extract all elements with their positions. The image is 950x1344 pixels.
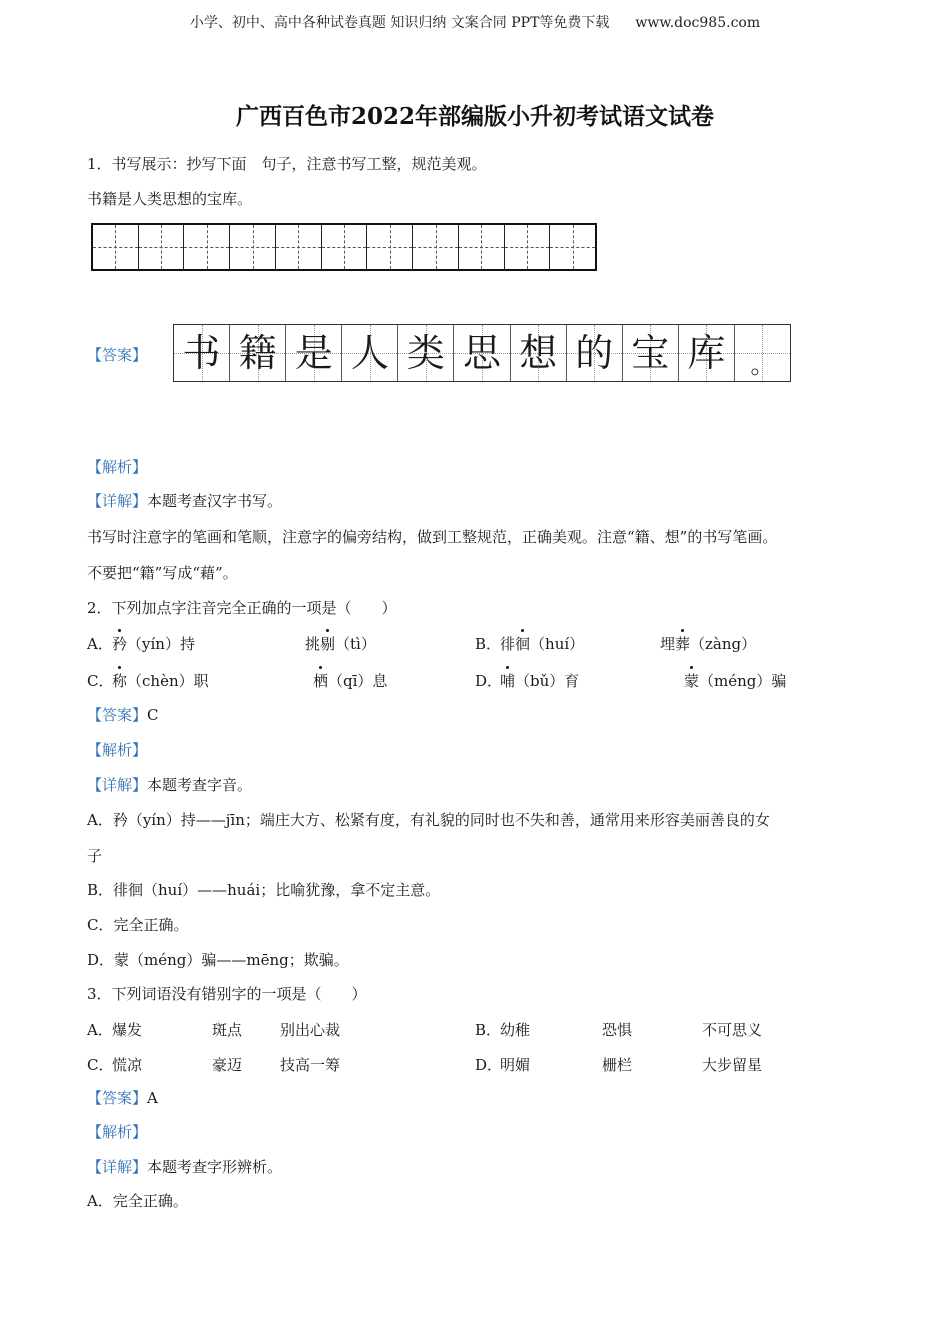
grid-cell — [184, 225, 230, 269]
answer-cell: 书 — [174, 325, 230, 381]
answer-cell: 籍 — [230, 325, 286, 381]
answer-cell: 库 — [679, 325, 735, 381]
q1-detail-label: 【详解】 — [87, 492, 148, 510]
q3-option-d-1: 明媚 — [500, 1056, 531, 1074]
q2-answer — [87, 705, 159, 725]
q2-explain-d: D．蒙（méng）骗——mēng；欺骗。 — [87, 951, 349, 969]
q2-option-d-label: D． — [475, 672, 503, 690]
q2-explain-b: B．徘徊（huí）——huái；比喻犹豫，拿不定主意。 — [87, 881, 441, 899]
answer-cell: 类 — [398, 325, 454, 381]
q3-option-a-label: A． — [87, 1021, 113, 1039]
q3-analysis-label: 【解析】 — [87, 1123, 148, 1141]
q2-explain-a-1: A．矜（yín）持——jīn；端庄大方、松紧有度，有礼貌的同时也不失和善，通常用来形容美丽善良的女 — [87, 811, 770, 829]
q2-option-c-label: C． — [87, 672, 114, 690]
header-text: 小学、初中、高中各种试卷真题 知识归纳 文案合同 PPT等免费下载 — [189, 15, 610, 31]
q3-option-a-3: 别出心裁 — [280, 1021, 341, 1039]
q2-option-d-2: 蒙（méng）骗 — [684, 672, 787, 690]
q1-answer-label: 【答案】 — [87, 346, 148, 364]
q2-detail — [87, 775, 252, 795]
grid-cell — [505, 225, 551, 269]
page-title: 广西百色市2022年部编版小升初考试语文试卷 — [235, 103, 714, 130]
q3-explain-a: A．完全正确。 — [87, 1192, 188, 1210]
q3-option-c-1: 慌凉 — [112, 1056, 143, 1074]
q3-prompt: 3．下列词语没有错别字的一项是（ ） — [87, 985, 367, 1003]
q1-analysis-label: 【解析】 — [87, 458, 148, 476]
answer-cell: 宝 — [623, 325, 679, 381]
q2-option-d-1: 哺（bǔ）育 — [500, 672, 580, 690]
answer-cell: 人 — [342, 325, 398, 381]
q3-option-b-2: 恐惧 — [602, 1021, 633, 1039]
q2-explain-c: C．完全正确。 — [87, 916, 189, 934]
q1-explain-1: 书写时注意字的笔画和笔顺，注意字的偏旁结构，做到工整规范，正确美观。注意“籍、想”的书写笔画。 — [87, 528, 778, 546]
answer-cell: 思 — [454, 325, 510, 381]
q3-answer-label: 【答案】 — [87, 1089, 148, 1107]
q3-answer-value: A — [147, 1089, 158, 1107]
answer-cell: 。 — [735, 325, 790, 381]
q2-answer-label: 【答案】 — [87, 706, 148, 724]
q2-option-b-label: B． — [475, 635, 502, 653]
q3-option-d-2: 栅栏 — [602, 1056, 633, 1074]
grid-cell — [93, 225, 139, 269]
writing-grid — [91, 223, 597, 271]
page-header — [0, 12, 950, 32]
q2-option-b-2: 埋葬（zàng） — [660, 635, 757, 653]
q2-option-c-1: 称（chèn）职 — [112, 672, 209, 690]
q3-option-b-label: B． — [475, 1021, 502, 1039]
q3-detail-text: 本题考查字形辨析。 — [147, 1158, 283, 1176]
q2-option-c-2: 栖（qī）息 — [313, 672, 388, 690]
grid-cell — [139, 225, 185, 269]
q3-option-b-1: 幼稚 — [500, 1021, 531, 1039]
q3-option-b-3: 不可思义 — [702, 1021, 763, 1039]
q1-explain-2: 不要把“籍”写成“藉”。 — [87, 564, 238, 582]
q2-explain-a-2: 子 — [87, 847, 103, 865]
grid-cell — [413, 225, 459, 269]
answer-cell: 的 — [567, 325, 623, 381]
answer-grid — [173, 324, 791, 382]
q3-option-c-label: C． — [87, 1056, 114, 1074]
answer-cell: 想 — [511, 325, 567, 381]
q3-detail — [87, 1157, 282, 1177]
q2-detail-label: 【详解】 — [87, 776, 148, 794]
grid-cell — [550, 225, 595, 269]
header-site[interactable]: www.doc985.com — [635, 15, 761, 31]
q2-option-a-2: 挑剔（tì） — [305, 635, 376, 653]
q3-option-d-label: D． — [475, 1056, 503, 1074]
q1-sentence: 书籍是人类思想的宝库。 — [87, 190, 253, 208]
q3-option-c-3: 技高一筹 — [280, 1056, 341, 1074]
grid-cell — [322, 225, 368, 269]
q3-option-d-3: 大步留星 — [702, 1056, 763, 1074]
q1-prompt: 1．书写展示：抄写下面 句子，注意书写工整，规范美观。 — [87, 155, 487, 173]
q2-answer-value: C — [147, 706, 159, 724]
q3-detail-label: 【详解】 — [87, 1158, 148, 1176]
q2-analysis-label: 【解析】 — [87, 741, 148, 759]
q2-option-a-1: 矜（yín）持 — [112, 635, 195, 653]
q2-prompt: 2．下列加点字注音完全正确的一项是（ ） — [87, 599, 397, 617]
answer-cell: 是 — [286, 325, 342, 381]
q1-detail — [87, 491, 282, 511]
q3-option-c-2: 豪迈 — [212, 1056, 243, 1074]
q3-option-a-2: 斑点 — [212, 1021, 243, 1039]
q3-option-a-1: 爆发 — [112, 1021, 143, 1039]
grid-cell — [459, 225, 505, 269]
q3-answer — [87, 1088, 158, 1108]
grid-cell — [367, 225, 413, 269]
q1-detail-text: 本题考查汉字书写。 — [147, 492, 283, 510]
q2-option-b-1: 徘徊（huí） — [500, 635, 585, 653]
q2-detail-text: 本题考查字音。 — [147, 776, 253, 794]
q2-option-a-label: A． — [87, 635, 113, 653]
grid-cell — [230, 225, 276, 269]
grid-cell — [276, 225, 322, 269]
